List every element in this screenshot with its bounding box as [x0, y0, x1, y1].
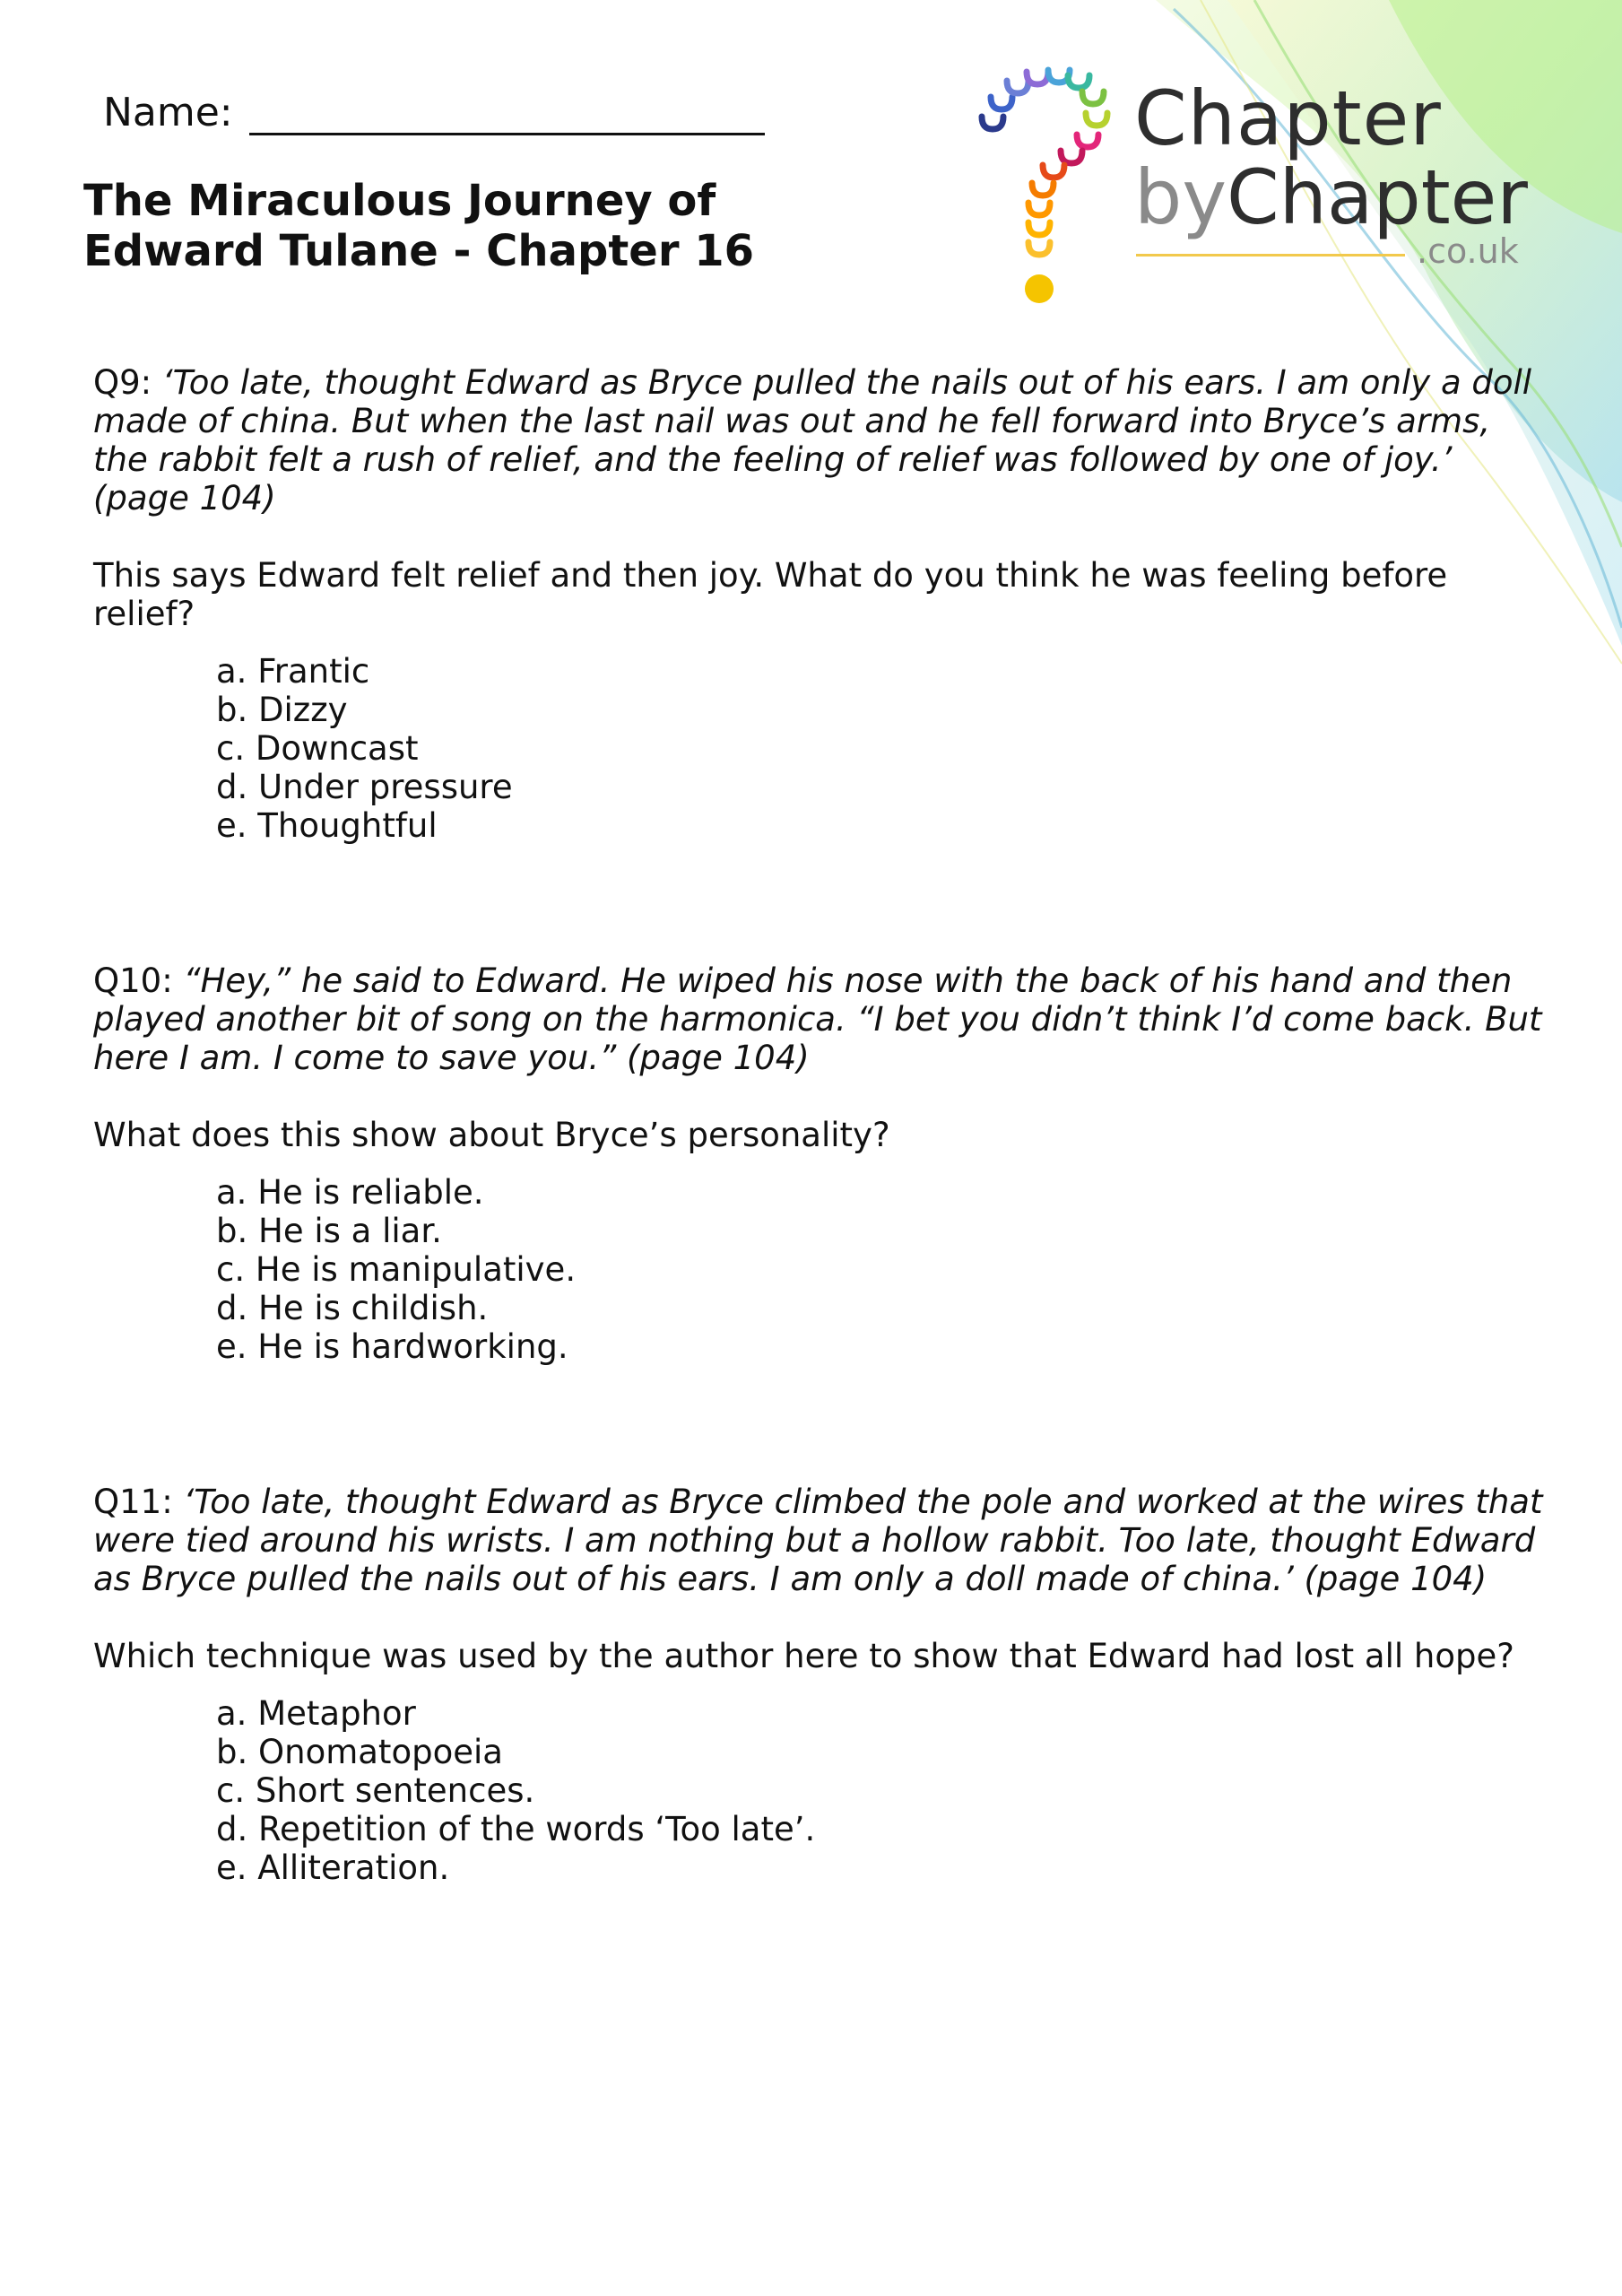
question-prompt: Which technique was used by the author here to show that Edward had lost all hope? [93, 1637, 1514, 1675]
answer-option[interactable]: a. Metaphor [216, 1694, 416, 1733]
answer-option[interactable]: c. He is manipulative. [216, 1250, 577, 1289]
answer-option[interactable]: c. Short sentences. [216, 1771, 535, 1810]
quote-text: ‘Too late, thought Edward as Bryce climbed the pole and worked at the wires that were tied around his wrists. I am nothing but a hollow rabbit. Too late, thought Edward as Bryce pulled the nails out of his ears. I am only a doll made of china.’ (page 104) [93, 1483, 1543, 1598]
question-prompt: This says Edward felt relief and then joy. What do you think he was feeling before relief? [93, 556, 1448, 633]
question-number: Q9: [93, 363, 152, 402]
answer-option[interactable]: b. Onomatopoeia [216, 1733, 503, 1771]
spacer [93, 845, 1546, 961]
chapter-by-chapter-logo [964, 54, 1538, 314]
logo-rule [1136, 254, 1405, 257]
question-quote [93, 1483, 1546, 1598]
answer-option[interactable]: d. Repetition of the words ‘Too late’. [216, 1810, 816, 1848]
question-prompt: What does this show about Bryce’s personality? [93, 1116, 890, 1154]
worksheet-title [83, 176, 890, 276]
question-block-q10 [93, 961, 1546, 1366]
name-input-line[interactable] [249, 93, 765, 135]
answer-option[interactable]: a. He is reliable. [216, 1173, 484, 1212]
answer-option[interactable]: d. Under pressure [216, 768, 513, 806]
answer-option[interactable]: e. Thoughtful [216, 806, 438, 845]
answer-option[interactable]: b. Dizzy [216, 691, 348, 729]
logo-domain: .co.uk [1417, 231, 1519, 271]
quote-text: ‘Too late, thought Edward as Bryce pulled the nails out of his ears. I am only a doll made of china. But when the last nail was out and he fell forward into Bryce’s arms, the rabbit felt a rush of relief, and the feeling of relief was followed by one of joy.’ (page 104) [93, 363, 1532, 517]
question-mark-books-icon [964, 54, 1125, 314]
name-label: Name: [103, 90, 233, 135]
logo-text-chapter: Chapter [1134, 74, 1442, 162]
answer-option[interactable]: a. Frantic [216, 652, 370, 691]
question-block-q11 [93, 1483, 1546, 1887]
question-block-q9 [93, 363, 1546, 845]
logo-text-by: by [1134, 153, 1227, 241]
answer-option[interactable]: b. He is a liar. [216, 1212, 442, 1250]
quote-text: “Hey,” he said to Edward. He wiped his nose with the back of his hand and then played another bit of song on the harmonica. “I bet you didn’t think I’d come back. But here I am. I come to save you.” (page 104) [93, 961, 1542, 1077]
answer-option[interactable]: d. He is childish. [216, 1289, 489, 1327]
logo-text-by-chapter [1134, 153, 1528, 241]
logo-text-chapter-2: Chapter [1227, 153, 1528, 241]
question-number: Q11: [93, 1483, 173, 1521]
title-line-2: Edward Tulane - Chapter 16 [83, 226, 755, 276]
answer-options [93, 1694, 1546, 1887]
questions-section [93, 363, 1546, 1887]
question-quote [93, 961, 1546, 1077]
answer-options [93, 652, 1546, 845]
question-quote [93, 363, 1546, 517]
title-line-1: The Miraculous Journey of [83, 176, 716, 226]
question-number: Q10: [93, 961, 173, 1000]
spacer [93, 1366, 1546, 1483]
name-field-row [103, 90, 765, 135]
answer-option[interactable]: e. Alliteration. [216, 1848, 450, 1887]
answer-option[interactable]: c. Downcast [216, 729, 419, 768]
answer-option[interactable]: e. He is hardworking. [216, 1327, 568, 1366]
answer-options [93, 1173, 1546, 1366]
